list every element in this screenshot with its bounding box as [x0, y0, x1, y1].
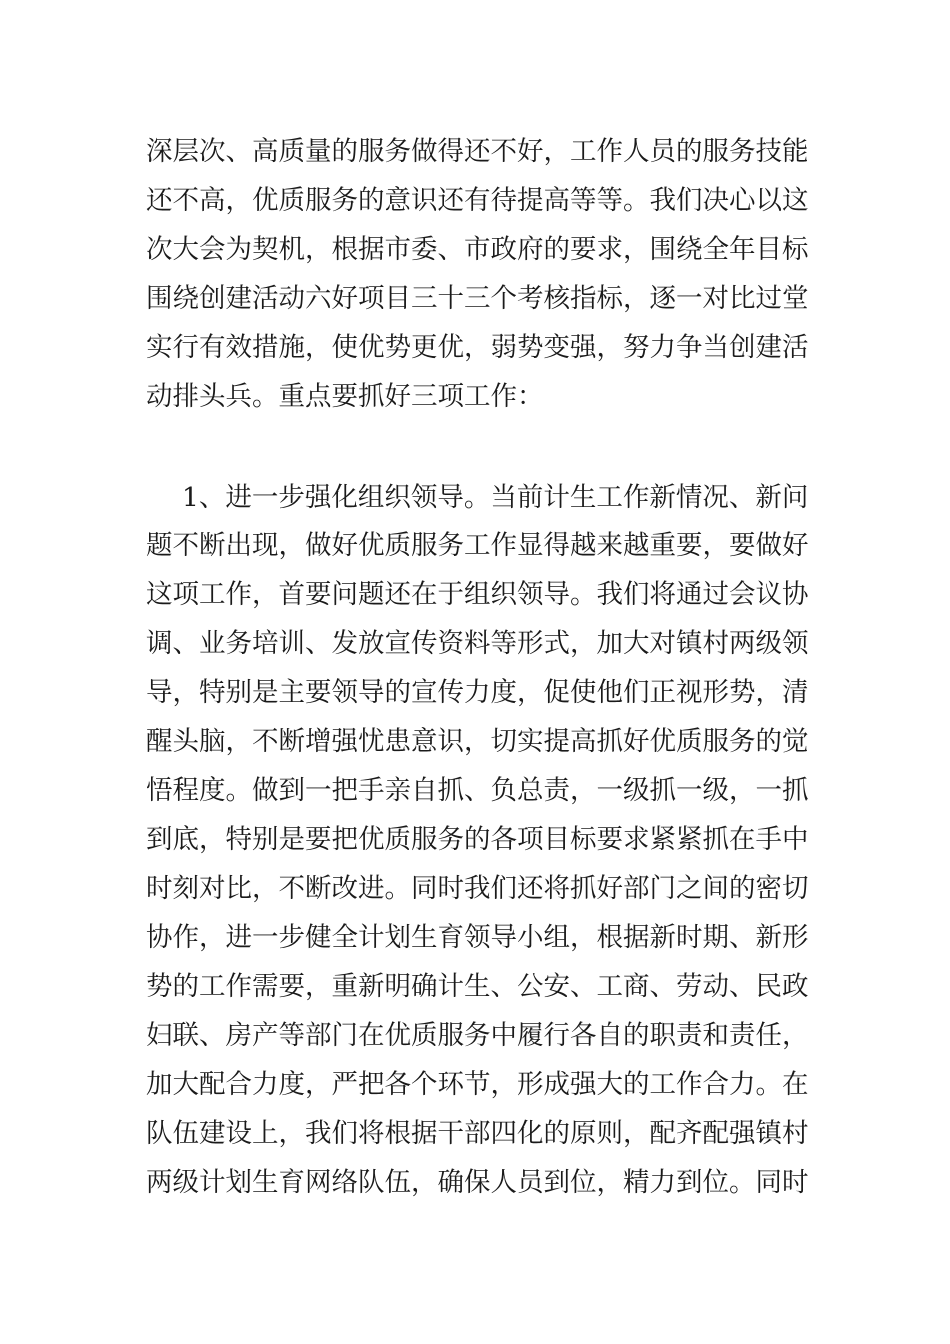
- text-line: 协作，进一步健全计划生育领导小组，根据新时期、新形: [146, 922, 809, 953]
- text-line: 队伍建设上，我们将根据干部四化的原则，配齐配强镇村: [146, 1118, 809, 1149]
- text-line: 还不高，优质服务的意识还有待提高等等。我们决心以这: [146, 185, 809, 216]
- text-line: 势的工作需要，重新明确计生、公安、工商、劳动、民政: [146, 971, 809, 1002]
- text-line: 加大配合力度，严把各个环节，形成强大的工作合力。在: [146, 1069, 809, 1100]
- text-line: 题不断出现，做好优质服务工作显得越来越重要，要做好: [146, 530, 809, 561]
- text-line: 两级计划生育网络队伍，确保人员到位，精力到位。同时: [146, 1167, 809, 1198]
- text-line: 调、业务培训、发放宣传资料等形式，加大对镇村两级领: [146, 628, 809, 659]
- text-line: 这项工作，首要问题还在于组织领导。我们将通过会议协: [146, 579, 809, 610]
- text-line: 妇联、房产等部门在优质服务中履行各自的职责和责任，: [146, 1020, 809, 1051]
- text-line: 到底，特别是要把优质服务的各项目标要求紧紧抓在手中: [146, 824, 809, 855]
- text-line: 实行有效措施，使优势更优，弱势变强，努力争当创建活: [146, 332, 809, 363]
- text-line: 次大会为契机，根据市委、市政府的要求，围绕全年目标: [146, 234, 809, 265]
- text-line: 动排头兵。重点要抓好三项工作：: [146, 381, 544, 412]
- text-line: 深层次、高质量的服务做得还不好，工作人员的服务技能: [146, 136, 809, 167]
- text-line: 悟程度。做到一把手亲自抓、负总责，一级抓一级，一抓: [146, 775, 809, 806]
- text-line: 围绕创建活动六好项目三十三个考核指标，逐一对比过堂: [146, 283, 809, 314]
- text-line: 时刻对比，不断改进。同时我们还将抓好部门之间的密切: [146, 873, 809, 904]
- text-line: 导，特别是主要领导的宣传力度，促使他们正视形势，清: [146, 677, 809, 708]
- text-line: 1、进一步强化组织领导。当前计生工作新情况、新问: [182, 482, 809, 513]
- text-line: 醒头脑，不断增强忧患意识，切实提高抓好优质服务的觉: [146, 726, 809, 757]
